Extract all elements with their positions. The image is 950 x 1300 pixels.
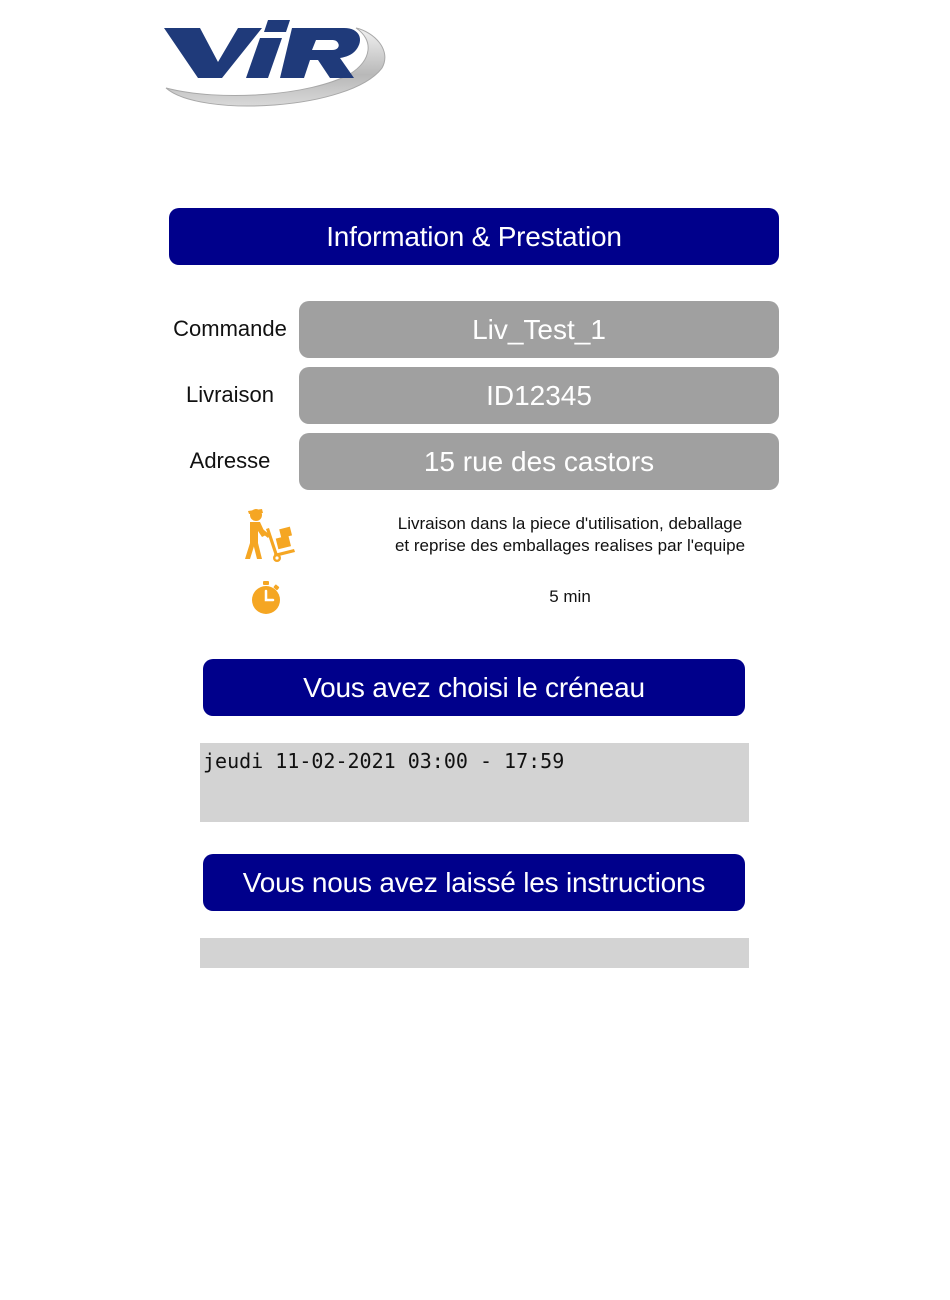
- prestation-description: [360, 513, 780, 557]
- slot-header-title: Vous avez choisi le créneau: [303, 671, 645, 703]
- slot-header: [203, 659, 745, 716]
- adresse-label: Adresse: [189, 448, 271, 473]
- prestation-line-2: et reprise des emballages realises par l'equipe: [394, 536, 746, 555]
- instructions-header: [203, 854, 745, 911]
- commande-label: Commande: [173, 316, 287, 341]
- delivery-person-icon: [236, 505, 298, 568]
- livraison-value-text: ID12345: [486, 379, 592, 411]
- prestation-line-1: Livraison dans la piece d'utilisation, deballage: [397, 514, 743, 533]
- livraison-value: [299, 367, 779, 424]
- slot-value: jeudi 11-02-2021 03:00 - 17:59: [203, 749, 565, 773]
- slot-value-box: [200, 743, 749, 822]
- duration-text: 5 min: [549, 587, 591, 606]
- vir-logo: [160, 10, 390, 115]
- commande-value: [299, 301, 779, 358]
- instructions-header-title: Vous nous avez laissé les instructions: [242, 866, 706, 898]
- info-header: [169, 208, 779, 265]
- instructions-box: [200, 938, 749, 968]
- adresse-value: [299, 433, 779, 490]
- adresse-value-text: 15 rue des castors: [423, 445, 655, 477]
- commande-value-text: Liv_Test_1: [472, 313, 606, 345]
- livraison-label: Livraison: [185, 382, 275, 407]
- vir-logo-icon: [160, 10, 390, 115]
- info-header-title: Information & Prestation: [326, 220, 622, 252]
- stopwatch-icon: [248, 580, 284, 621]
